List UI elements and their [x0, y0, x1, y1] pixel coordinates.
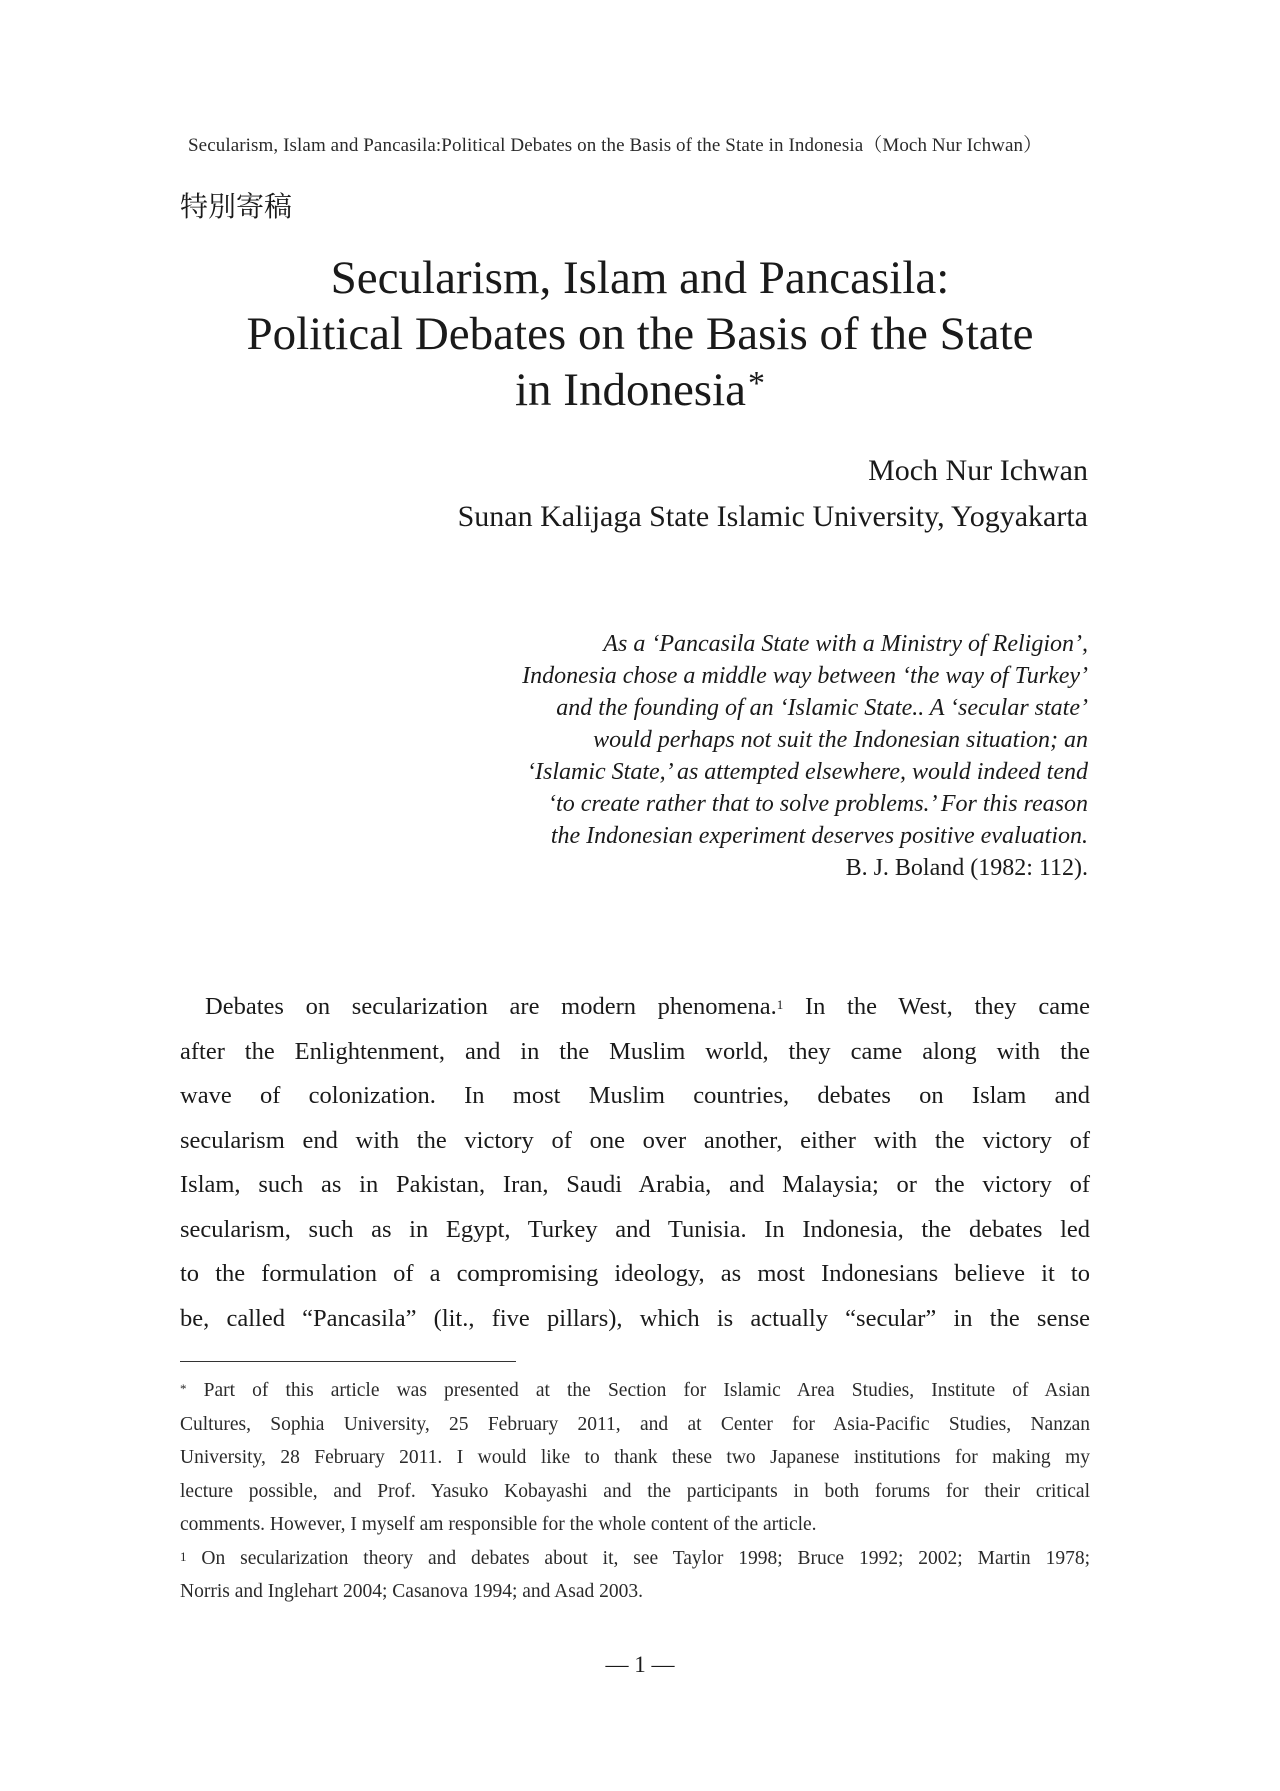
title-line-text: in Indonesia: [514, 364, 747, 416]
title-footnote-marker[interactable]: *: [748, 365, 766, 402]
footnote-line: lecture possible, and Prof. Yasuko Kobayashi and the participants in both forums for their critical: [180, 1480, 1090, 1502]
footnote-star-marker: *: [180, 1381, 187, 1396]
page-number: — 1 —: [605, 1652, 675, 1677]
body-line-first: [180, 985, 1090, 1030]
footnote-1-marker: 1: [180, 1548, 187, 1564]
epigraph-line: As a ‘Pancasila State with a Ministry of Religion’,: [603, 631, 1088, 657]
body-line: be, called “Pancasila” (lit., five pillars), which is actually “secular” in the sense: [180, 1304, 1090, 1332]
title-line: Political Debates on the Basis of the State: [246, 308, 1034, 360]
epigraph: [368, 628, 1088, 884]
title-line-last: [140, 362, 1140, 418]
body-line: secularism end with the victory of one over another, either with the victory of: [180, 1126, 1090, 1154]
body-line: secularism, such as in Egypt, Turkey and Tunisia. In Indonesia, the debates led: [180, 1215, 1090, 1243]
epigraph-line: the Indonesian experiment deserves positive evaluation.: [550, 823, 1088, 849]
epigraph-line: would perhaps not suit the Indonesian situation; an: [593, 727, 1088, 753]
epigraph-line: ‘Islamic State,’ as attempted elsewhere, would indeed tend: [527, 759, 1088, 785]
epigraph-line: Indonesia chose a middle way between ‘the way of Turkey’: [522, 663, 1088, 689]
body-line: to the formulation of a compromising ideology, as most Indonesians believe it to: [180, 1260, 1090, 1287]
body-paragraph: [180, 985, 1090, 1341]
footnote-star-line: [180, 1374, 1090, 1408]
epigraph-line: and the founding of an ‘Islamic State.. A ‘secular state’: [556, 695, 1088, 721]
footnote-line: Cultures, Sophia University, 25 February 2011, and at Center for Asia-Pacific Studies, Nanzan: [180, 1413, 1090, 1435]
section-label: 特別寄稿: [180, 190, 293, 223]
body-text-segment: Debates on secularization are modern phenomena.: [205, 993, 777, 1020]
body-text-segment: In the West, they came: [783, 993, 1090, 1020]
footnote-1-line: [180, 1542, 1090, 1576]
body-line: Islam, such as in Pakistan, Iran, Saudi Arabia, and Malaysia; or the victory of: [180, 1171, 1090, 1198]
title-line: Secularism, Islam and Pancasila:: [330, 252, 950, 304]
footnote-line: Norris and Inglehart 2004; Casanova 1994; and Asad 2003.: [180, 1581, 644, 1602]
running-head: Secularism, Islam and Pancasila:Political Debates on the Basis of the State in Indonesia（Moch Nur Ichwan）: [188, 135, 1043, 156]
footnote-line: University, 28 February 2011. I would like to thank these two Japanese institutions for making my: [180, 1447, 1090, 1468]
footnotes: [180, 1374, 1090, 1609]
author-affiliation: Sunan Kalijaga State Islamic University, Yogyakarta: [457, 500, 1088, 533]
epigraph-source: B. J. Boland (1982: 112).: [845, 855, 1088, 881]
body-line: wave of colonization. In most Muslim countries, debates on Islam and: [180, 1082, 1090, 1109]
footnote-line: comments. However, I myself am responsible for the whole content of the article.: [180, 1514, 817, 1535]
author-block: [188, 448, 1088, 540]
footnote-text: On secularization theory and debates about it, see Taylor 1998; Bruce 1992; 2002; Martin 1978;: [186, 1547, 1090, 1569]
body-line: after the Enlightenment, and in the Muslim world, they came along with the: [180, 1037, 1090, 1065]
article-title: [140, 250, 1140, 418]
epigraph-line: ‘to create rather that to solve problems.’ For this reason: [548, 791, 1088, 817]
footnote-text: Part of this article was presented at the Section for Islamic Area Studies, Institute of Asian: [186, 1380, 1090, 1401]
author-name: Moch Nur Ichwan: [868, 454, 1088, 487]
footnote-ref-1[interactable]: 1: [776, 997, 784, 1012]
footnote-divider: [180, 1361, 516, 1362]
